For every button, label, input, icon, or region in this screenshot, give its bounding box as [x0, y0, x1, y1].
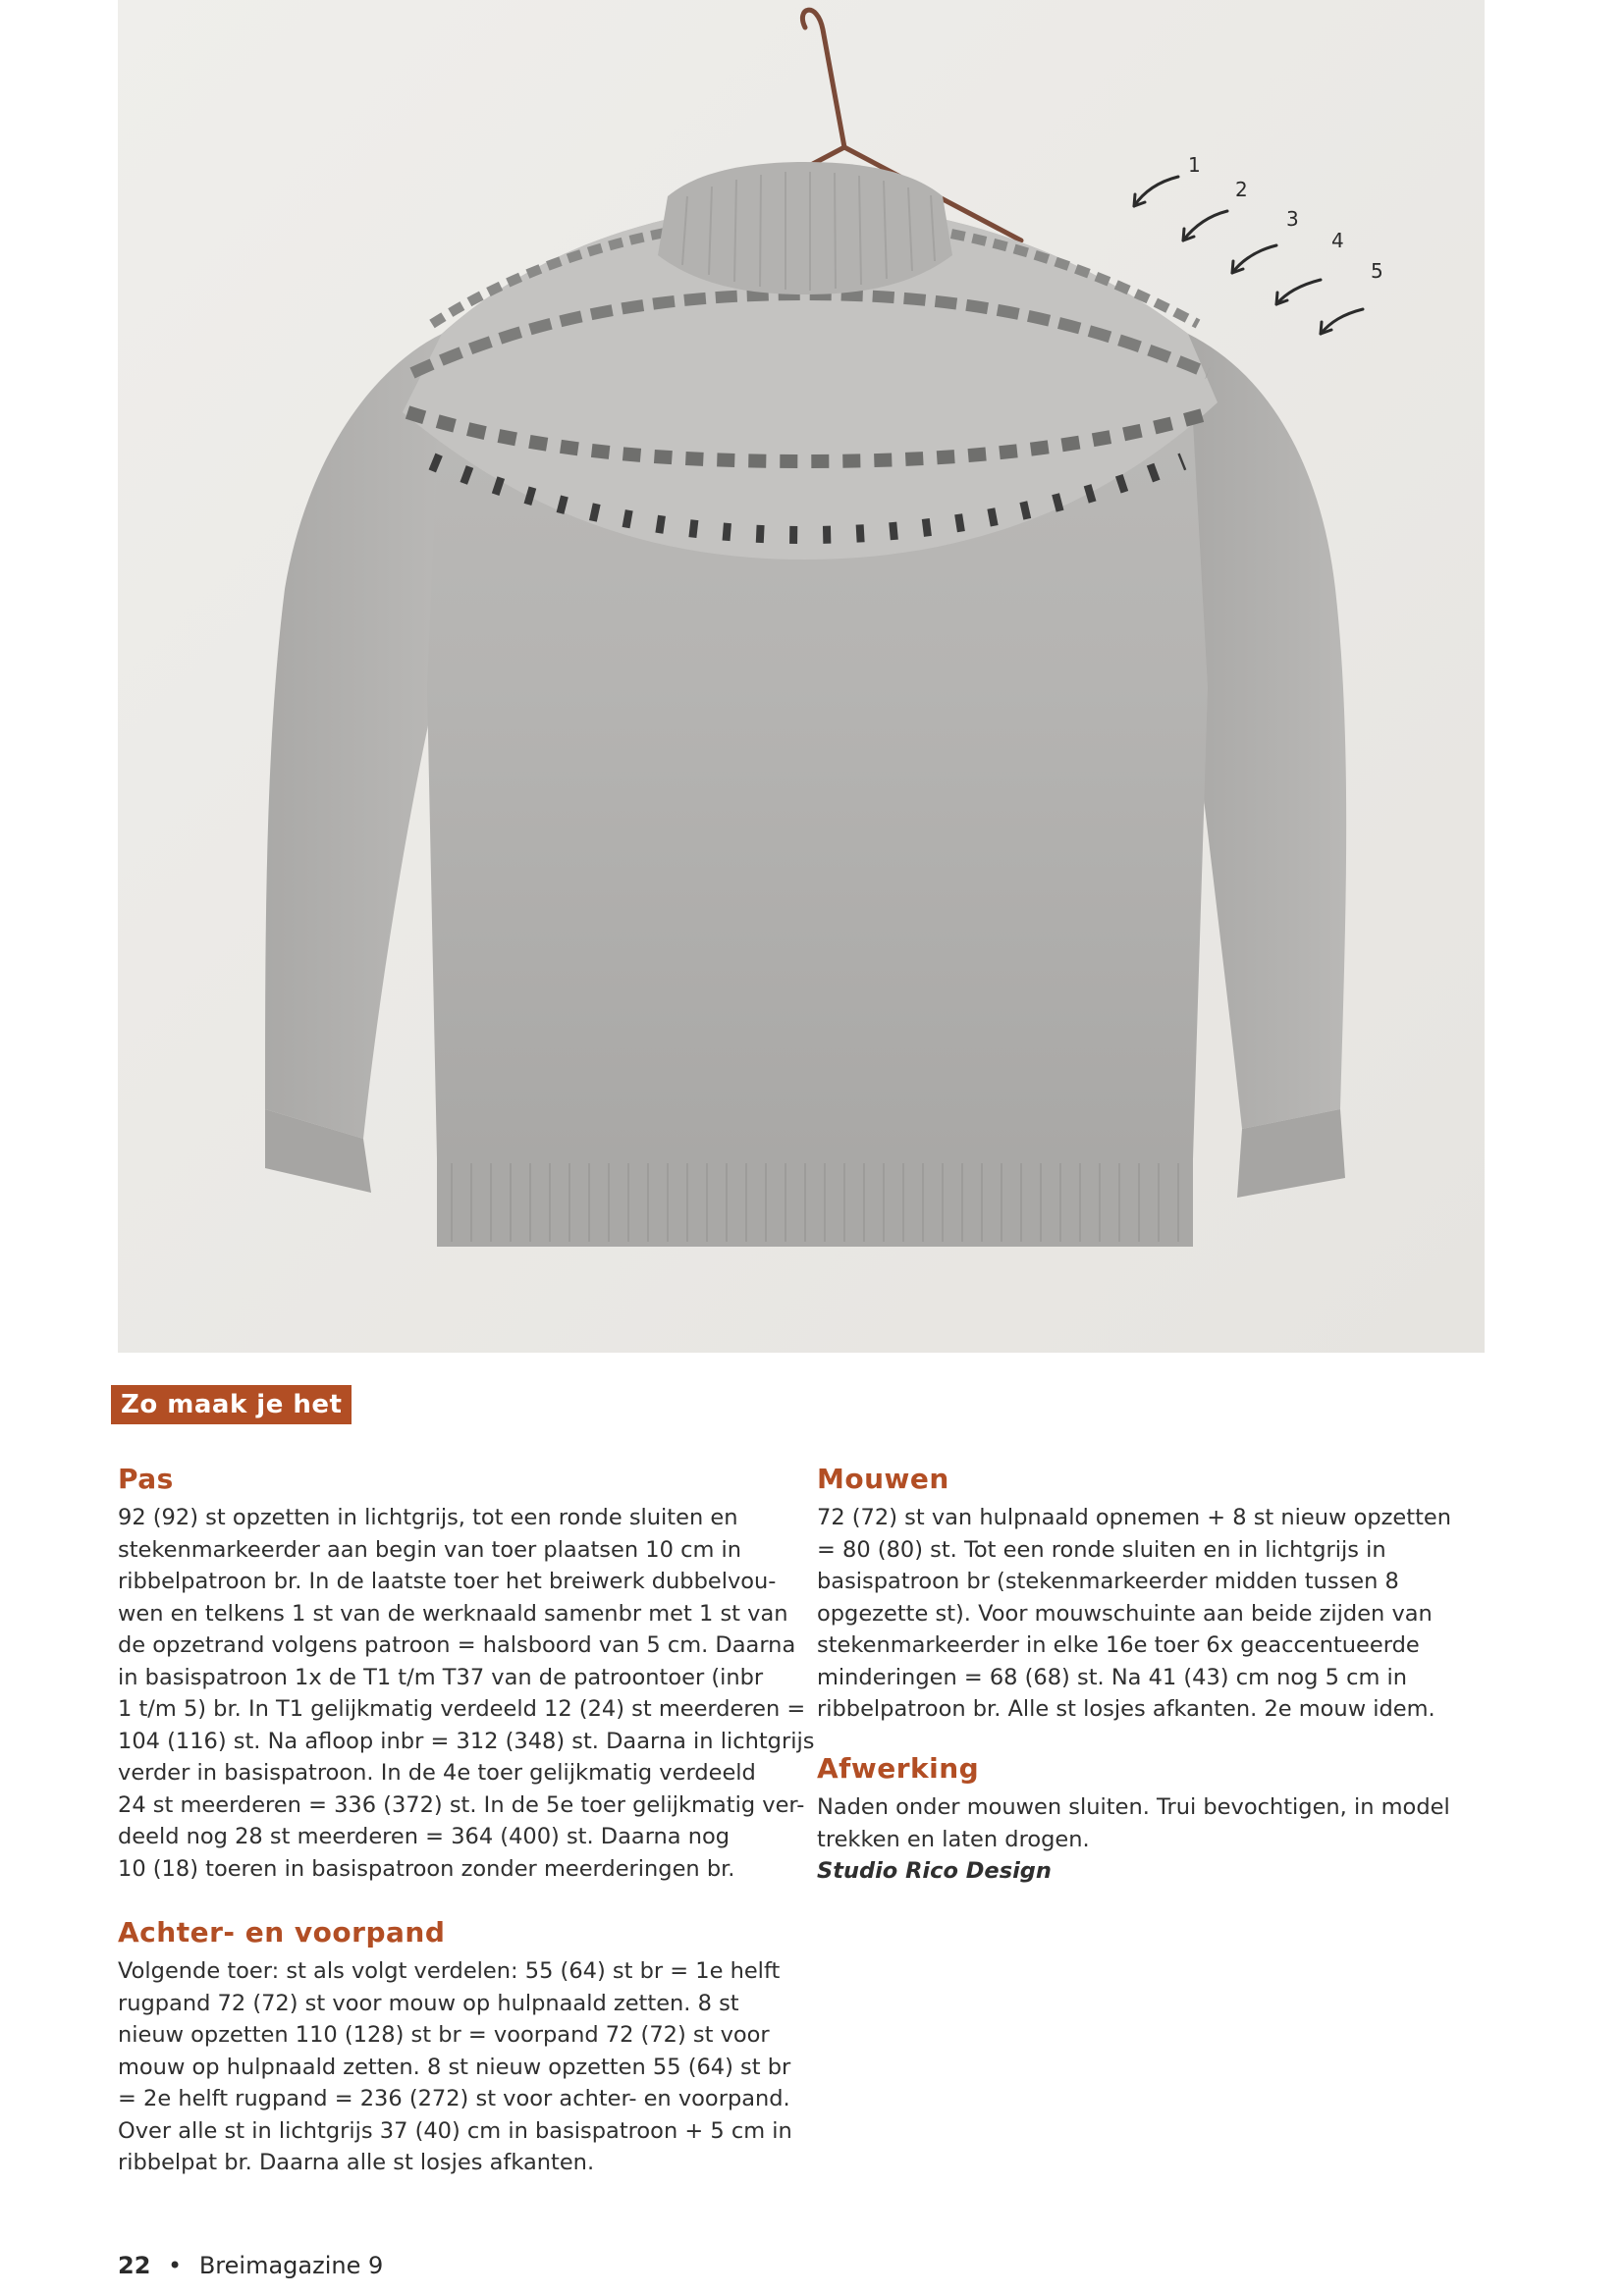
afwerking-line: Naden onder mouwen sluiten. Trui bevochtigen, in model	[817, 1794, 1450, 1820]
pas-line: wen en telkens 1 st van de werknaald samenbr met 1 st van	[118, 1600, 788, 1627]
mouwen-line: minderingen = 68 (68) st. Na 41 (43) cm nog 5 cm in	[817, 1664, 1408, 1690]
page-footer	[118, 2252, 383, 2279]
afwerking-line: trekken en laten drogen.	[817, 1826, 1090, 1852]
sweater-illustration	[118, 0, 1485, 1353]
achter-voorpand-text	[118, 1955, 792, 2179]
pas-line: in basispatroon 1x de T1 t/m T37 van de patroontoer (inbr	[118, 1664, 764, 1690]
yoke-label-1: 1	[1188, 153, 1201, 177]
pas-line: stekenmarkeerder aan begin van toer plaatsen 10 cm in	[118, 1536, 742, 1563]
achter-voorpand-title: Achter- en voorpand	[118, 1916, 446, 1949]
pas-line: deeld nog 28 st meerderen = 364 (400) st. Daarna nog	[118, 1824, 731, 1849]
pas-line: 10 (18) toeren in basispatroon zonder meerderingen br.	[118, 1855, 735, 1882]
pas-line: 104 (116) st. Na afloop inbr = 312 (348) st. Daarna in lichtgrijs	[118, 1728, 815, 1754]
achter-line: Volgende toer: st als volgt verdelen: 55 (64) st br = 1e helft	[118, 1958, 781, 1984]
yoke-label-2: 2	[1235, 178, 1248, 201]
designer-credit: Studio Rico Design	[817, 1858, 1052, 1884]
pas-text	[118, 1502, 814, 1885]
mouwen-line: basispatroon br (stekenmarkeerder midden tussen 8	[817, 1569, 1399, 1594]
achter-line: ribbelpat br. Daarna alle st losjes afkanten.	[118, 2150, 595, 2175]
sweater-photo	[118, 0, 1485, 1353]
footer-separator: •	[168, 2252, 183, 2279]
page-number: 22	[118, 2252, 151, 2279]
mouwen-text	[817, 1502, 1451, 1726]
pas-line: 92 (92) st opzetten in lichtgrijs, tot een ronde sluiten en	[118, 1505, 738, 1530]
pas-line: verder in basispatroon. In de 4e toer gelijkmatig verdeeld	[118, 1760, 756, 1786]
mouwen-line: 72 (72) st van hulpnaald opnemen + 8 st nieuw opzetten	[817, 1505, 1452, 1530]
yoke-label-4: 4	[1331, 229, 1344, 252]
yoke-label-3: 3	[1286, 207, 1299, 231]
achter-line: rugpand 72 (72) st voor mouw op hulpnaald zetten. 8 st	[118, 1990, 739, 2016]
pas-line: 24 st meerderen = 336 (372) st. In de 5e toer gelijkmatig ver-	[118, 1791, 805, 1818]
achter-line: mouw op hulpnaald zetten. 8 st nieuw opzetten 55 (64) st br	[118, 2054, 791, 2080]
achter-line: Over alle st in lichtgrijs 37 (40) cm in basispatroon + 5 cm in	[118, 2117, 792, 2144]
mouwen-line: = 80 (80) st. Tot een ronde sluiten en in lichtgrijs in	[817, 1536, 1386, 1563]
yoke-label-5: 5	[1371, 259, 1383, 283]
pas-line: 1 t/m 5) br. In T1 gelijkmatig verdeeld 12 (24) st meerderen =	[118, 1696, 806, 1722]
mouwen-title: Mouwen	[817, 1463, 949, 1495]
mouwen-line: stekenmarkeerder in elke 16e toer 6x geaccentueerde	[817, 1632, 1420, 1658]
pas-title: Pas	[118, 1463, 174, 1495]
mouwen-line: ribbelpatroon br. Alle st losjes afkanten. 2e mouw idem.	[817, 1696, 1435, 1722]
collar	[658, 162, 952, 294]
achter-line: = 2e helft rugpand = 236 (272) st voor achter- en voorpand.	[118, 2086, 790, 2111]
section-banner: Zo maak je het	[111, 1385, 352, 1424]
achter-line: nieuw opzetten 110 (128) st br = voorpand 72 (72) st voor	[118, 2022, 770, 2048]
mouwen-line: opgezette st). Voor mouwschuinte aan beide zijden van	[817, 1600, 1433, 1627]
pas-line: ribbelpatroon br. In de laatste toer het breiwerk dubbelvou-	[118, 1569, 777, 1594]
afwerking-text	[817, 1791, 1450, 1888]
magazine-name: Breimagazine 9	[198, 2252, 384, 2279]
afwerking-title: Afwerking	[817, 1752, 980, 1785]
pas-line: de opzetrand volgens patroon = halsboord van 5 cm. Daarna	[118, 1632, 796, 1658]
